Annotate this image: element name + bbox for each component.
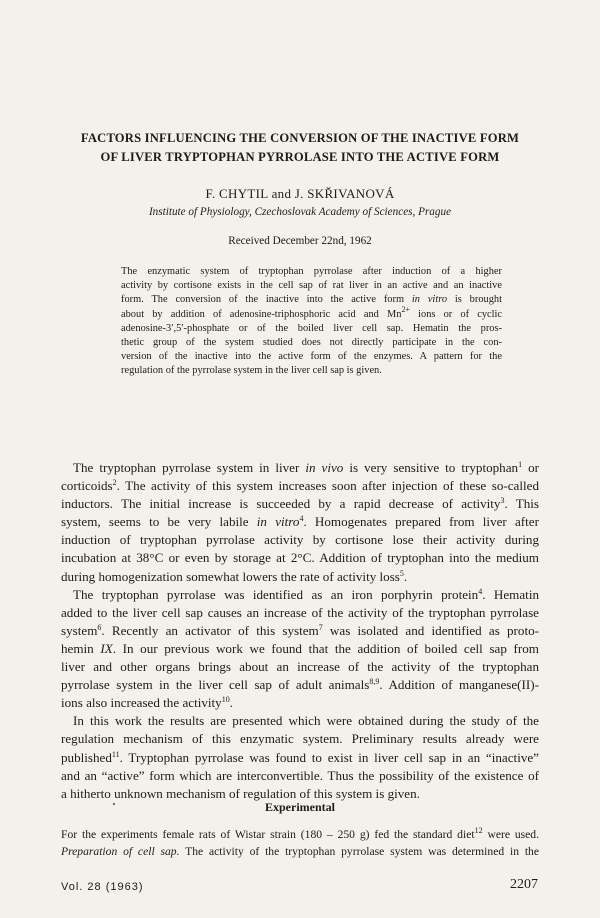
body-line: regulation mechanism of this enzymatic system. Preliminary results already were: [61, 731, 539, 747]
text: or: [522, 460, 539, 475]
body-text: [61, 459, 539, 803]
abstract-line: version of the inactive into the active form of the enzymes. A pattern for the: [121, 351, 502, 363]
section-heading: Experimental: [265, 800, 335, 814]
text: during homogenization somewhat lowers the rate of activity loss: [61, 568, 400, 584]
text: is very sensitive to tryptophan: [343, 460, 519, 475]
text: . Hematin: [482, 586, 539, 602]
citation-ref: 3: [500, 496, 505, 506]
body-line: incubation at 38°C or even by storage at 2°C. Addition of tryptophan into the medium: [61, 550, 539, 566]
text: ions also increased the activity: [61, 695, 222, 711]
text: inductors. The initial increase is succeeded by a rapid decrease of activity: [61, 496, 501, 512]
body-line: [61, 749, 539, 767]
body-line: liver and other organs brings about an increase of the activity of the tryptophan: [61, 659, 539, 675]
abstract-line: thetic group of the system studied does not directly participate in the con-: [121, 337, 502, 349]
text: system, seems to be very labile: [61, 514, 257, 530]
body-line: [61, 586, 539, 604]
body-line: and an “active” form which are interconvertible. Thus the possibility of the existence of: [61, 767, 539, 783]
citation-ref: 10: [221, 695, 230, 705]
text: hemin: [61, 640, 101, 656]
body-line: [61, 622, 539, 640]
text: published: [61, 749, 112, 765]
abstract-text: ions or of cyclic: [409, 308, 503, 320]
text: The tryptophan pyrrolase was identified as an iron porphyrin protein: [73, 586, 479, 602]
citation-ref: 2: [112, 478, 117, 488]
citation-ref: 12: [474, 826, 483, 835]
author-names: F. CHYTIL and J. SKŘIVANOVÁ: [205, 186, 395, 201]
body-line: In this work the results are presented which were obtained during the study of the: [73, 713, 539, 729]
citation-ref: 4: [299, 514, 304, 524]
text: . Homogenates prepared from liver after: [303, 514, 539, 530]
text: . This: [504, 496, 539, 512]
text: The tryptophan pyrrolase system in liver: [73, 460, 306, 475]
citation-ref: 8,9: [369, 677, 380, 687]
experimental-text: [61, 826, 539, 860]
abstract-italic: in vitro: [411, 294, 448, 306]
text: pyrrolase system in the liver cell sap of adult animals: [61, 677, 370, 693]
body-line: [61, 477, 539, 495]
body-line: [61, 568, 539, 586]
body-line: a hitherto unknown mechanism of regulation of this system is given.: [61, 785, 420, 801]
text: . In our previous work we found that the addition of boiled cell sap from: [112, 640, 539, 656]
received-date: Received December 22nd, 1962: [228, 235, 372, 247]
article-title: [20, 129, 580, 167]
italic-text: in vitro: [256, 514, 300, 530]
citation-ref: 7: [318, 622, 323, 632]
journal-volume: Vol. 28 (1963): [61, 881, 144, 893]
body-line: [61, 513, 539, 531]
abstract-text: is brought: [447, 294, 503, 306]
abstract-line: adenosine-3′,5′-phosphate or of the boiled liver cell sap. Hematin the pros-: [121, 322, 502, 334]
title-line-1: FACTORS INFLUENCING THE CONVERSION OF THE INACTIVE FORM: [80, 131, 520, 145]
abstract-text: about by addition of adenosine-triphosphoric acid and Mn: [121, 308, 402, 320]
body-line: [61, 694, 539, 712]
text: was isolated and identified as proto-: [322, 622, 539, 638]
text: . Tryptophan pyrrolase was found to exist in liver cell sap in an “inactive”: [119, 749, 539, 765]
citation-ref: 1: [518, 460, 523, 469]
citation-ref: 6: [97, 622, 102, 632]
text: . The activity of this system increases soon after injection of these so-called: [116, 478, 539, 494]
abstract-line: regulation of the pyrrolase system in the liver cell sap is given.: [121, 365, 382, 377]
abstract-line: [121, 304, 503, 322]
text: . Addition of manganese(II)-: [379, 677, 539, 693]
body-line: [61, 640, 539, 658]
abstract-text: form. The conversion of the inactive into the active form: [121, 294, 412, 306]
body-line: [61, 843, 539, 860]
text: .: [403, 568, 408, 584]
title-line-2: OF LIVER TRYPTOPHAN PYRROLASE INTO THE ACTIVE FORM: [100, 150, 500, 164]
body-line: [61, 676, 539, 694]
superscript: 2+: [401, 304, 410, 314]
text: For the experiments female rats of Wistar strain (180 – 250 g) fed the standard diet: [61, 828, 475, 841]
citation-ref: 5: [399, 568, 404, 578]
text: .: [229, 695, 233, 711]
citation-ref: 11: [111, 749, 120, 759]
abstract: [121, 265, 502, 379]
body-line: induction of tryptophan pyrrolase activity by cortisone lose their activity during: [61, 532, 539, 548]
page-number: 2207: [510, 877, 538, 892]
italic-text: in vivo: [305, 460, 344, 475]
text: . Recently an activator of this system: [101, 622, 319, 638]
body-line: [61, 459, 539, 477]
body-line: [61, 826, 539, 843]
body-line: added to the liver cell sap causes an increase of the activity of the tryptophan pyrrolase: [61, 604, 539, 620]
abstract-line: [121, 293, 502, 307]
text: corticoids: [61, 478, 113, 494]
author-institute: Institute of Physiology, Czechoslovak Academy of Sciences, Prague: [148, 206, 452, 218]
body-line: [61, 495, 539, 513]
abstract-line: activity by cortisone exists in the cell sap of rat liver in an active and an inactive: [121, 280, 502, 292]
text: The activity of the tryptophan pyrrolase system was determined in the: [179, 845, 539, 858]
text: system: [61, 622, 98, 638]
citation-ref: 4: [478, 586, 483, 596]
abstract-line: The enzymatic system of tryptophan pyrrolase after induction of a higher: [121, 266, 502, 277]
text: were used.: [482, 828, 539, 841]
italic-text: IX: [100, 640, 113, 656]
italic-text: Preparation of cell sap.: [61, 845, 180, 858]
